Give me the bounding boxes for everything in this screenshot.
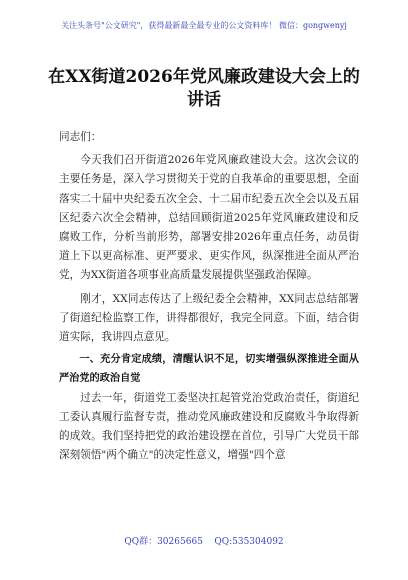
paragraph-intro: 今天我们召开街道2026年党风廉政建设大会。这次会议的主要任务是，深入学习贯彻关于党的自我革命的重要思想，全面落实二十届中央纪委五次全会、十二届市纪委五次全会以及五届区纪委六次全会精神，总结回顾街道2025年党风廉政建设和反腐败工作，分析当前形势，部署安排2026年重点任务，动员街道上下以更高标准、更严要求、更实作风，纵深推进全面从严治党，为XX街道各项事业高质量发展提供坚强政治保障。	[59, 154, 359, 282]
header-note: 关注头条号"公文研究"，获得最新最全最专业的公文资料库！ 微信：gongwenyj	[61, 21, 347, 30]
section-paragraph: 过去一年，街道党工委坚决扛起管党治党政治责任，街道纪工委认真履行监督专责，推动党风廉政建设和反腐败斗争取得新的成效。我们坚持把党的政治建设摆在首位，引导广大党员干部深刻领悟"两个确立"的决定性意义，增强"四个意	[59, 391, 359, 462]
speech-body	[59, 128, 359, 465]
paragraph-remarks: 刚才，XX同志传达了上级纪委全会精神，XX同志总结部署了街道纪检监察工作，讲得都很好，我完全同意。下面，结合街道实际，我讲四点意见。	[59, 292, 359, 344]
section-heading: 一、充分肯定成绩，清醒认识不足，切实增强纵深推进全面从严治党的政治自觉	[59, 354, 359, 385]
greeting: 同志们：	[59, 131, 102, 143]
page-title: 在XX街道2026年党风廉政建设大会上的讲话	[48, 67, 360, 110]
footer-contact: QQ群：30265665 QQ:535304092	[124, 537, 284, 547]
